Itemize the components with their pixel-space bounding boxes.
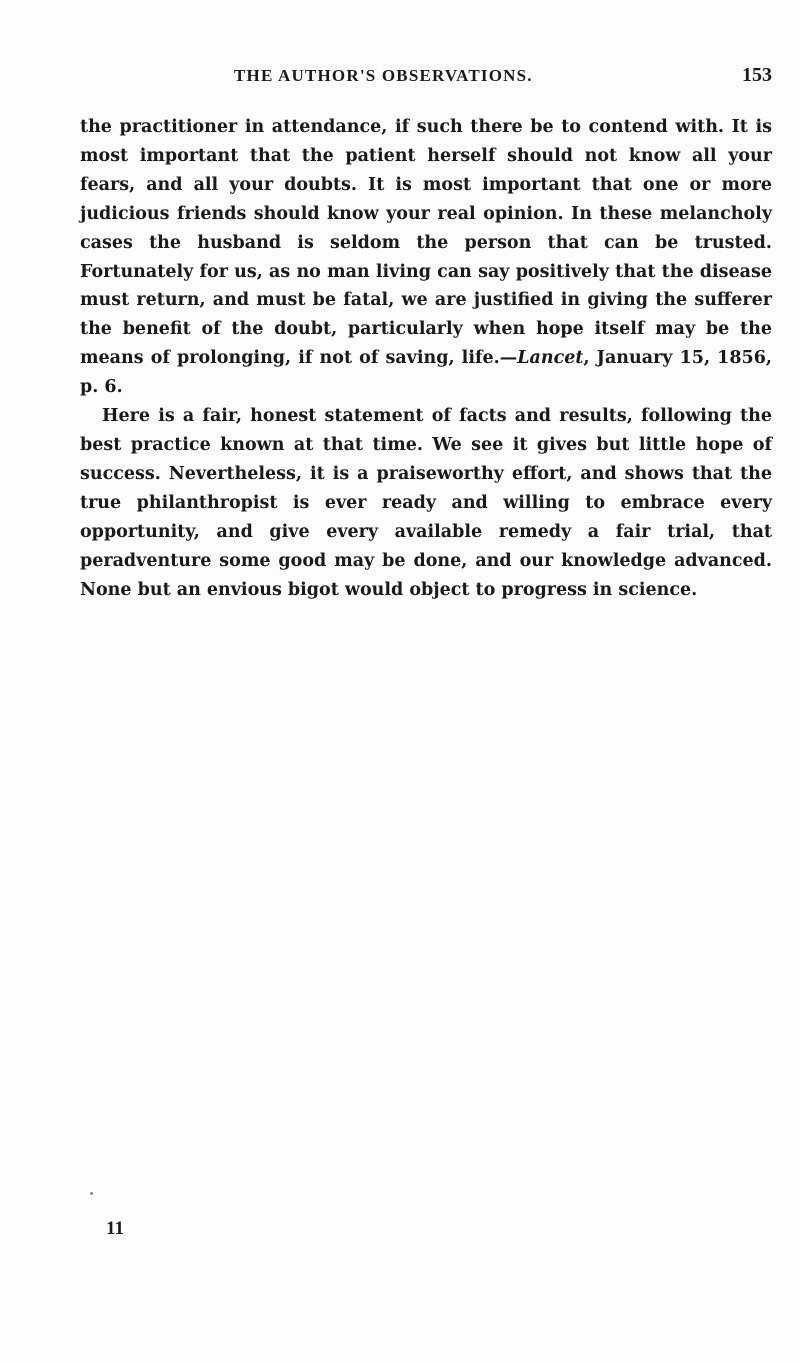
running-head [82,66,772,92]
citation-date: , January 15, 1856, p. 6. [80,348,772,398]
paragraph: Here is a fair, honest statement of facts and results, following the best practice known at that time. We see it gives but little hope of success. Nevertheless, it is a praiseworthy effort, and shows that the true philanthropist is ever ready and willing to embrace every opportunity, and give every available remedy a fair trial, that peradventure some good may be done, and our knowledge advanced. None but an envious bigot would object to progress in science. [80,406,772,600]
signature-mark: 11 [106,1218,124,1239]
paragraph-text: the practitioner in attendance, if such there be to contend with. It is most important that the patient herself should not know all your fears, and all your doubts. It is most important that one or more judicious friends should know your real opinion. In these melancholy cases the husband is seldom the person that can be trusted. Fortunately for us, as no man living can say positively that the disease must return, and must be fatal, we are justified in giving the sufferer the benefit of the doubt, particularly when hope itself may be the means of prolonging, if not of saving, life.— [80,117,772,369]
citation-source: Lancet [517,348,584,369]
body-text [80,113,772,604]
page-number: 153 [742,64,772,86]
running-title: THE AUTHOR'S OBSERVATIONS. [234,66,533,85]
paragraph-continuation [80,113,772,402]
print-speck [90,1192,93,1195]
